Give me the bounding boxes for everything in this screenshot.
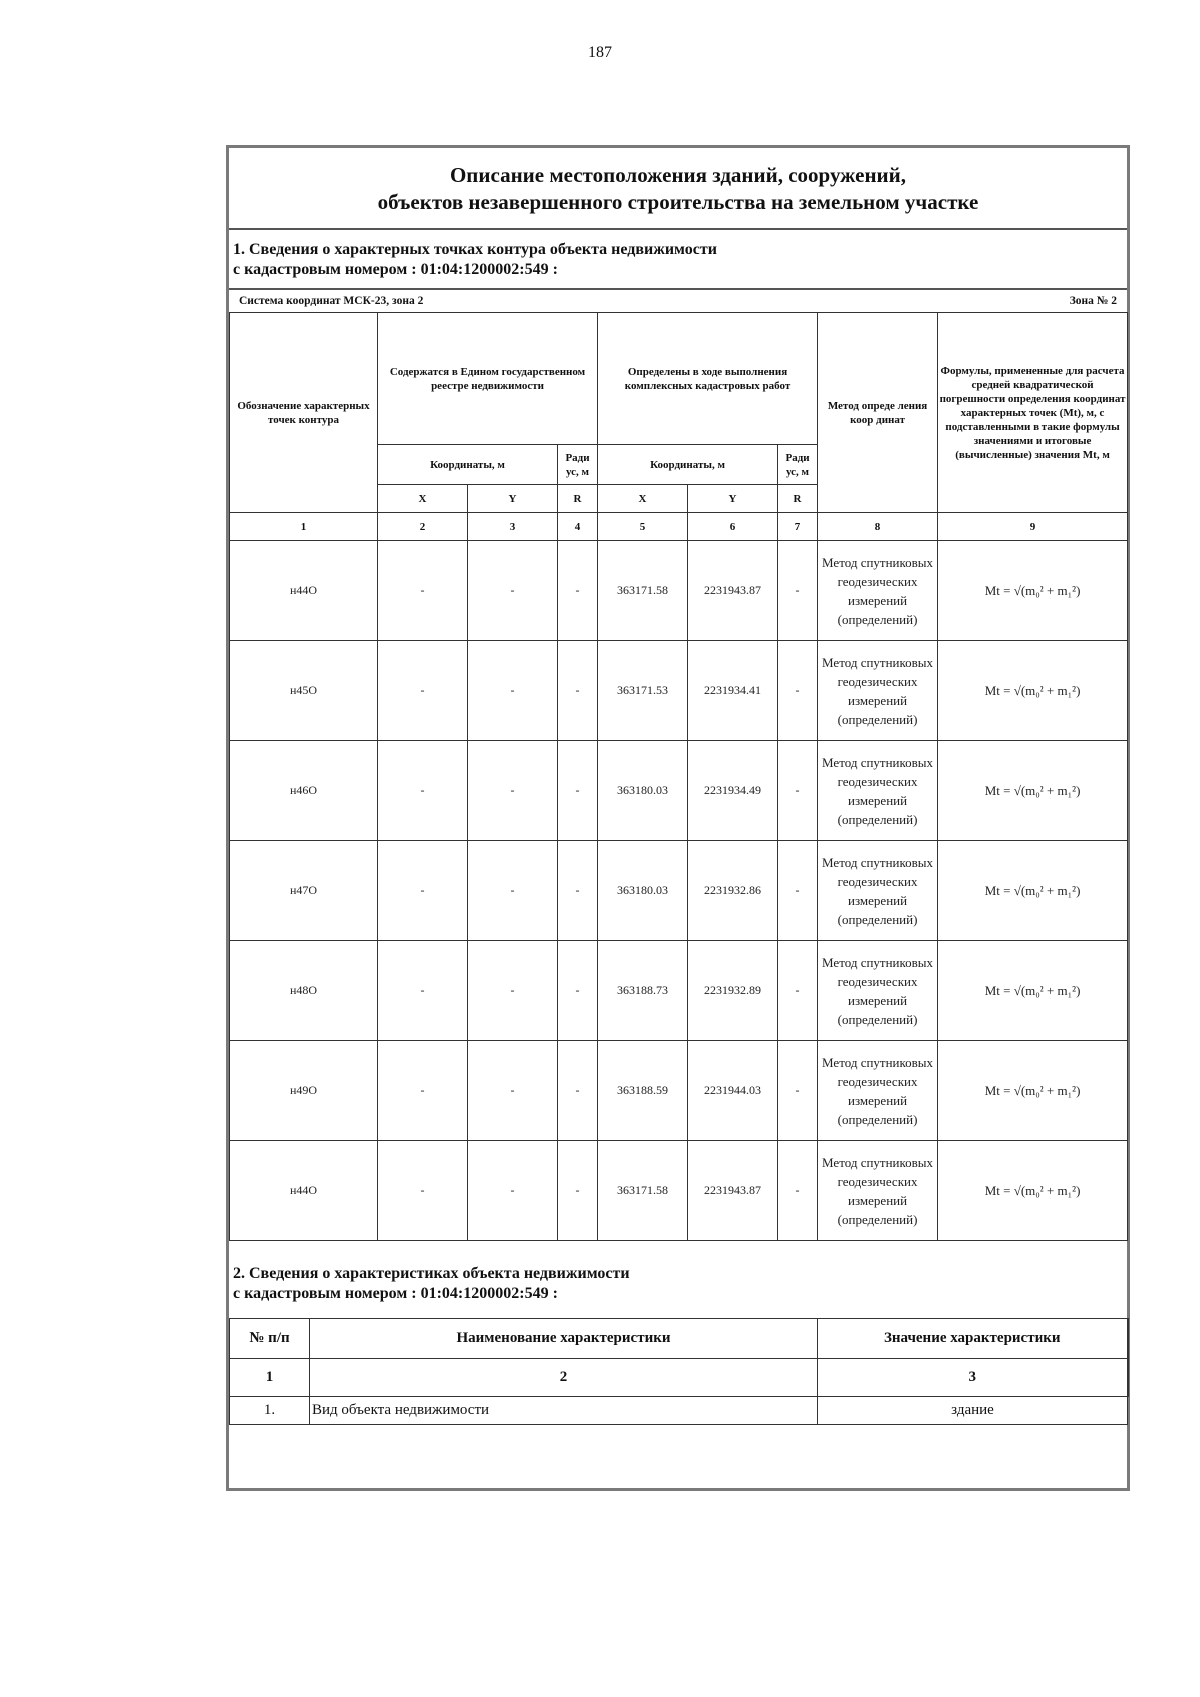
header-formula: Формулы, примененные для расчета средней квадратической погрешности определения координат характерных точек (Mt), м, с подставленными в такие формулы значениями и итоговые (вычисленные) значения Mt, м xyxy=(938,313,1128,513)
col-num: 3 xyxy=(468,513,558,541)
document-frame xyxy=(226,145,1130,1491)
col-num: 5 xyxy=(598,513,688,541)
col-num: 2 xyxy=(310,1359,818,1397)
cad-r: - xyxy=(778,741,818,841)
egrn-x: - xyxy=(378,641,468,741)
coordinates-table xyxy=(229,312,1128,1241)
point-id: н47О xyxy=(230,841,378,941)
col-num: 2 xyxy=(378,513,468,541)
cad-r: - xyxy=(778,541,818,641)
cad-x: 363180.03 xyxy=(598,841,688,941)
cad-y: 2231932.86 xyxy=(688,841,778,941)
title-line-2: объектов незавершенного строительства на земельном участке xyxy=(377,190,979,214)
point-id: н44О xyxy=(230,1141,378,1241)
egrn-x: - xyxy=(378,1141,468,1241)
cad-x: 363171.53 xyxy=(598,641,688,741)
header-r-egrn: R xyxy=(558,485,598,513)
table-row xyxy=(230,1397,1128,1425)
section-2-heading xyxy=(229,1244,1127,1318)
table-row xyxy=(230,1141,1128,1241)
formula: Mt = √(m₀² + m₁²) xyxy=(938,541,1128,641)
table-row xyxy=(230,741,1128,841)
table-row xyxy=(230,541,1128,641)
characteristic-value: здание xyxy=(818,1397,1128,1425)
col-num: 4 xyxy=(558,513,598,541)
coordinate-system: Система координат МСК-23, зона 2 xyxy=(239,295,424,307)
method: Метод спутниковых геодезических измерений (определений) xyxy=(818,1141,938,1241)
cad-x: 363171.58 xyxy=(598,541,688,641)
header-name: Наименование характеристики xyxy=(310,1319,818,1359)
method: Метод спутниковых геодезических измерений (определений) xyxy=(818,741,938,841)
header-point: Обозначение характерных точек контура xyxy=(230,313,378,513)
method: Метод спутниковых геодезических измерений (определений) xyxy=(818,841,938,941)
egrn-x: - xyxy=(378,541,468,641)
header-radius-cadastral: Ради ус, м xyxy=(778,445,818,485)
characteristics-table xyxy=(229,1318,1129,1425)
row-no: 1. xyxy=(230,1397,310,1425)
egrn-r: - xyxy=(558,641,598,741)
cad-x: 363188.73 xyxy=(598,941,688,1041)
formula: Mt = √(m₀² + m₁²) xyxy=(938,1141,1128,1241)
document-title xyxy=(229,148,1127,230)
header-value: Значение характеристики xyxy=(818,1319,1128,1359)
table-row xyxy=(230,841,1128,941)
egrn-y: - xyxy=(468,641,558,741)
method: Метод спутниковых геодезических измерений (определений) xyxy=(818,941,938,1041)
point-id: н48О xyxy=(230,941,378,1041)
header-r-cadastral: R xyxy=(778,485,818,513)
col-num: 8 xyxy=(818,513,938,541)
cad-y: 2231934.49 xyxy=(688,741,778,841)
egrn-x: - xyxy=(378,741,468,841)
formula: Mt = √(m₀² + m₁²) xyxy=(938,641,1128,741)
egrn-r: - xyxy=(558,1141,598,1241)
characteristic-name: Вид объекта недвижимости xyxy=(310,1397,818,1425)
header-x-cadastral: X xyxy=(598,485,688,513)
col-num: 7 xyxy=(778,513,818,541)
point-id: н49О xyxy=(230,1041,378,1141)
cad-y: 2231943.87 xyxy=(688,541,778,641)
egrn-r: - xyxy=(558,741,598,841)
cad-x: 363171.58 xyxy=(598,1141,688,1241)
egrn-r: - xyxy=(558,541,598,641)
header-method: Метод опреде ления коор динат xyxy=(818,313,938,513)
header-cadastral: Определены в ходе выполнения комплексных кадастровых работ xyxy=(598,313,818,445)
header-y-cadastral: Y xyxy=(688,485,778,513)
col-num: 1 xyxy=(230,513,378,541)
section-2-line-2: с кадастровым номером : 01:04:1200002:549 : xyxy=(233,1285,558,1302)
column-number-row xyxy=(230,513,1128,541)
cad-x: 363180.03 xyxy=(598,741,688,841)
egrn-y: - xyxy=(468,941,558,1041)
section-1-heading xyxy=(229,230,1127,290)
formula: Mt = √(m₀² + m₁²) xyxy=(938,741,1128,841)
section-2-line-1: 2. Сведения о характеристиках объекта недвижимости xyxy=(233,1265,630,1282)
point-id: н44О xyxy=(230,541,378,641)
col-num: 6 xyxy=(688,513,778,541)
section-1-line-2: с кадастровым номером : 01:04:1200002:549 : xyxy=(233,261,558,278)
egrn-y: - xyxy=(468,1141,558,1241)
cad-r: - xyxy=(778,941,818,1041)
cad-x: 363188.59 xyxy=(598,1041,688,1141)
method: Метод спутниковых геодезических измерений (определений) xyxy=(818,541,938,641)
formula: Mt = √(m₀² + m₁²) xyxy=(938,941,1128,1041)
cad-y: 2231934.41 xyxy=(688,641,778,741)
point-id: н45О xyxy=(230,641,378,741)
header-coords-egrn: Координаты, м xyxy=(378,445,558,485)
header-coords-cadastral: Координаты, м xyxy=(598,445,778,485)
cad-r: - xyxy=(778,1041,818,1141)
header-y-egrn: Y xyxy=(468,485,558,513)
col-num: 3 xyxy=(818,1359,1128,1397)
egrn-r: - xyxy=(558,841,598,941)
egrn-r: - xyxy=(558,941,598,1041)
header-egrn: Содержатся в Едином государственном реестре недвижимости xyxy=(378,313,598,445)
coordinate-system-row xyxy=(229,290,1127,312)
zone-label: Зона № 2 xyxy=(1069,295,1117,307)
section-1-line-1: 1. Сведения о характерных точках контура объекта недвижимости xyxy=(233,241,717,258)
egrn-x: - xyxy=(378,841,468,941)
page-number: 187 xyxy=(588,44,612,61)
egrn-y: - xyxy=(468,1041,558,1141)
table-row xyxy=(230,641,1128,741)
header-x-egrn: X xyxy=(378,485,468,513)
egrn-y: - xyxy=(468,741,558,841)
header-radius-egrn: Ради ус, м xyxy=(558,445,598,485)
egrn-y: - xyxy=(468,841,558,941)
cad-y: 2231944.03 xyxy=(688,1041,778,1141)
cad-y: 2231932.89 xyxy=(688,941,778,1041)
egrn-x: - xyxy=(378,941,468,1041)
method: Метод спутниковых геодезических измерений (определений) xyxy=(818,641,938,741)
egrn-x: - xyxy=(378,1041,468,1141)
table-row xyxy=(230,941,1128,1041)
table-row xyxy=(230,1041,1128,1141)
formula: Mt = √(m₀² + m₁²) xyxy=(938,1041,1128,1141)
cad-r: - xyxy=(778,841,818,941)
egrn-r: - xyxy=(558,1041,598,1141)
title-line-1: Описание местоположения зданий, сооружений, xyxy=(449,163,907,187)
method: Метод спутниковых геодезических измерений (определений) xyxy=(818,1041,938,1141)
cad-y: 2231943.87 xyxy=(688,1141,778,1241)
formula: Mt = √(m₀² + m₁²) xyxy=(938,841,1128,941)
cad-r: - xyxy=(778,1141,818,1241)
col-num: 9 xyxy=(938,513,1128,541)
cad-r: - xyxy=(778,641,818,741)
col-num: 1 xyxy=(230,1359,310,1397)
point-id: н46О xyxy=(230,741,378,841)
header-no: № п/п xyxy=(230,1319,310,1359)
egrn-y: - xyxy=(468,541,558,641)
